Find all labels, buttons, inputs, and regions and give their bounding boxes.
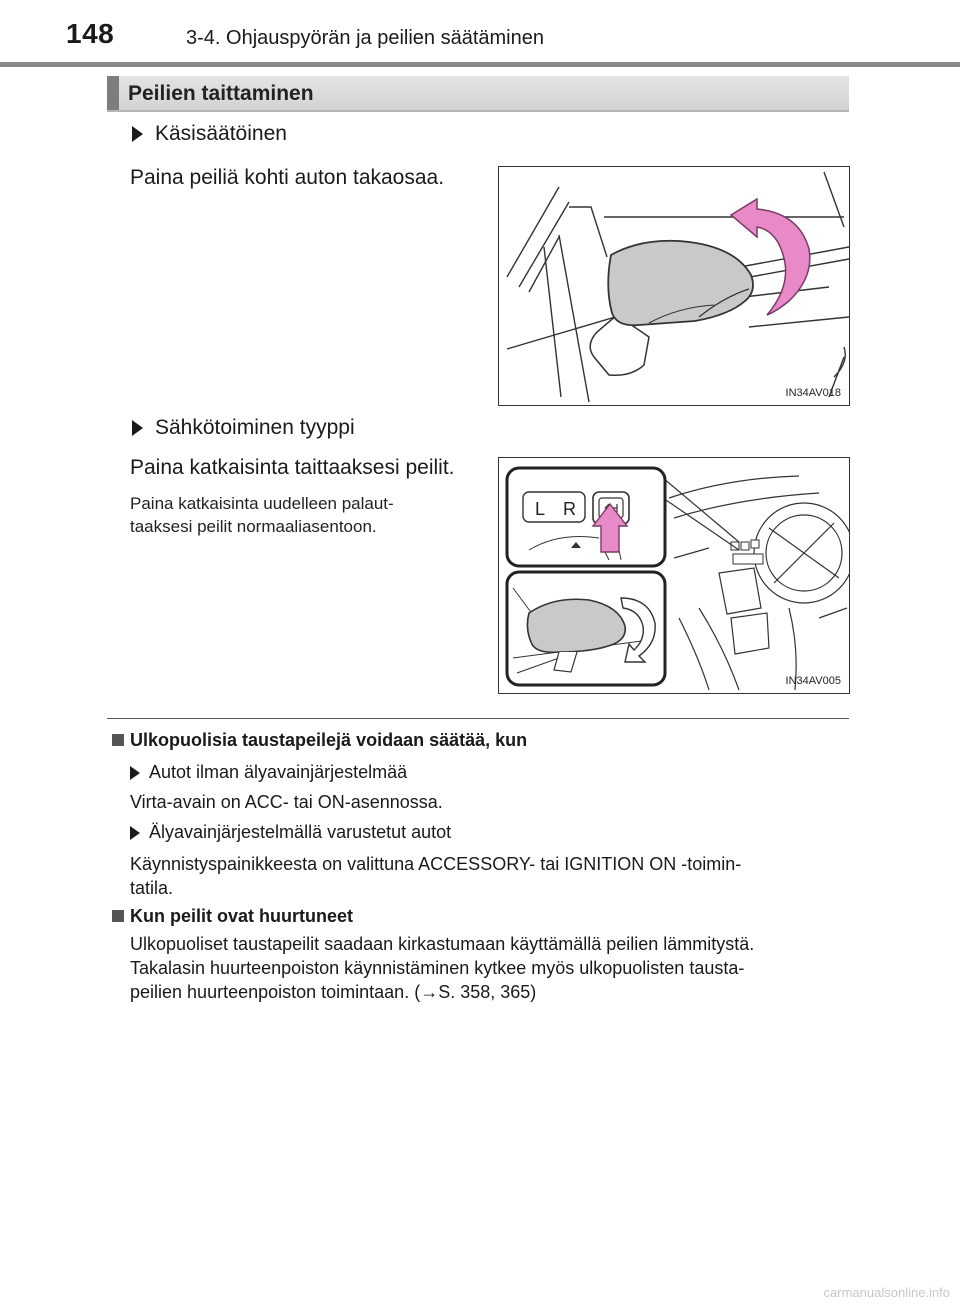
square-bullet-icon: [112, 734, 124, 746]
note-line: taaksesi peilit normaaliasentoon.: [130, 517, 377, 536]
electric-instruction: Paina katkaisinta taittaaksesi peilit.: [130, 456, 455, 479]
chapter-title: 3-4. Ohjauspyörän ja peilien säätäminen: [186, 27, 544, 49]
manual-instruction: Paina peiliä kohti auton takaosaa.: [130, 166, 445, 189]
dash-switch-cluster: [731, 540, 763, 564]
conditions-heading-text: Ulkopuolisia taustapeilejä voidaan säätää, kun: [130, 730, 528, 750]
square-bullet-icon: [112, 910, 124, 922]
mirror-housing: [608, 241, 753, 325]
section-title: Peilien taittaminen: [128, 82, 314, 105]
bullet-triangle-icon: [130, 826, 140, 840]
condition-text: Virta-avain on ACC- tai ON-asennossa.: [130, 792, 443, 812]
mirror-inset: [507, 572, 665, 685]
page-number: 148: [66, 18, 115, 49]
section-bar-stripe: [107, 76, 119, 110]
condition-text: [130, 852, 852, 900]
text-line: Käynnistyspainikkeesta on valittuna ACCESSORY- tai IGNITION ON -toimin-: [130, 854, 742, 874]
text-line: Takalasin huurteenpoiston käynnistäminen kytkee myös ulkopuolisten tausta-: [130, 958, 745, 978]
conditions-heading: [112, 730, 527, 751]
switch-label-right: R: [563, 499, 576, 519]
electric-heading-text: Sähkötoiminen tyyppi: [155, 416, 355, 439]
text-line: Ulkopuoliset taustapeilit saadaan kirkastumaan käyttämällä peilien lämmitystä.: [130, 934, 755, 954]
figure-code: IN34AV018: [785, 387, 841, 399]
figure-code: IN34AV005: [785, 675, 841, 687]
bullet-triangle-icon: [132, 420, 143, 436]
manual-heading: [132, 122, 287, 146]
condition-item-label: [130, 822, 451, 843]
switch-inset: [507, 468, 665, 566]
switch-label-left: L: [535, 499, 546, 519]
electric-note: [130, 492, 480, 538]
mirror-fold-illustration: [499, 167, 850, 406]
condition-label-text: Älyavainjärjestelmällä varustetut autot: [149, 822, 452, 842]
section-title-bar: [107, 76, 849, 112]
switch-dashboard-illustration: [499, 458, 850, 694]
condition-label-text: Autot ilman älyavainjärjestelmää: [149, 762, 408, 782]
header-rule: [0, 62, 960, 67]
electric-heading: [132, 416, 355, 440]
fogged-heading: [112, 906, 353, 927]
bullet-triangle-icon: [130, 766, 140, 780]
mirror-housing: [527, 599, 625, 652]
text-line: peilien huurteenpoiston toimintaan. (→S. 358, 365): [130, 982, 537, 1002]
manual-heading-text: Käsisäätöinen: [155, 122, 287, 145]
figure-electric-switch: [498, 457, 850, 694]
condition-item-label: [130, 762, 407, 783]
fogged-paragraph: [130, 932, 852, 1004]
bullet-triangle-icon: [132, 126, 143, 142]
section-divider: [107, 718, 849, 719]
figure-manual-mirror: [498, 166, 850, 406]
note-line: Paina katkaisinta uudelleen palaut-: [130, 494, 394, 513]
watermark: carmanualsonline.info: [823, 1285, 950, 1300]
fogged-heading-text: Kun peilit ovat huurtuneet: [130, 906, 353, 926]
text-line: tatila.: [130, 878, 174, 898]
